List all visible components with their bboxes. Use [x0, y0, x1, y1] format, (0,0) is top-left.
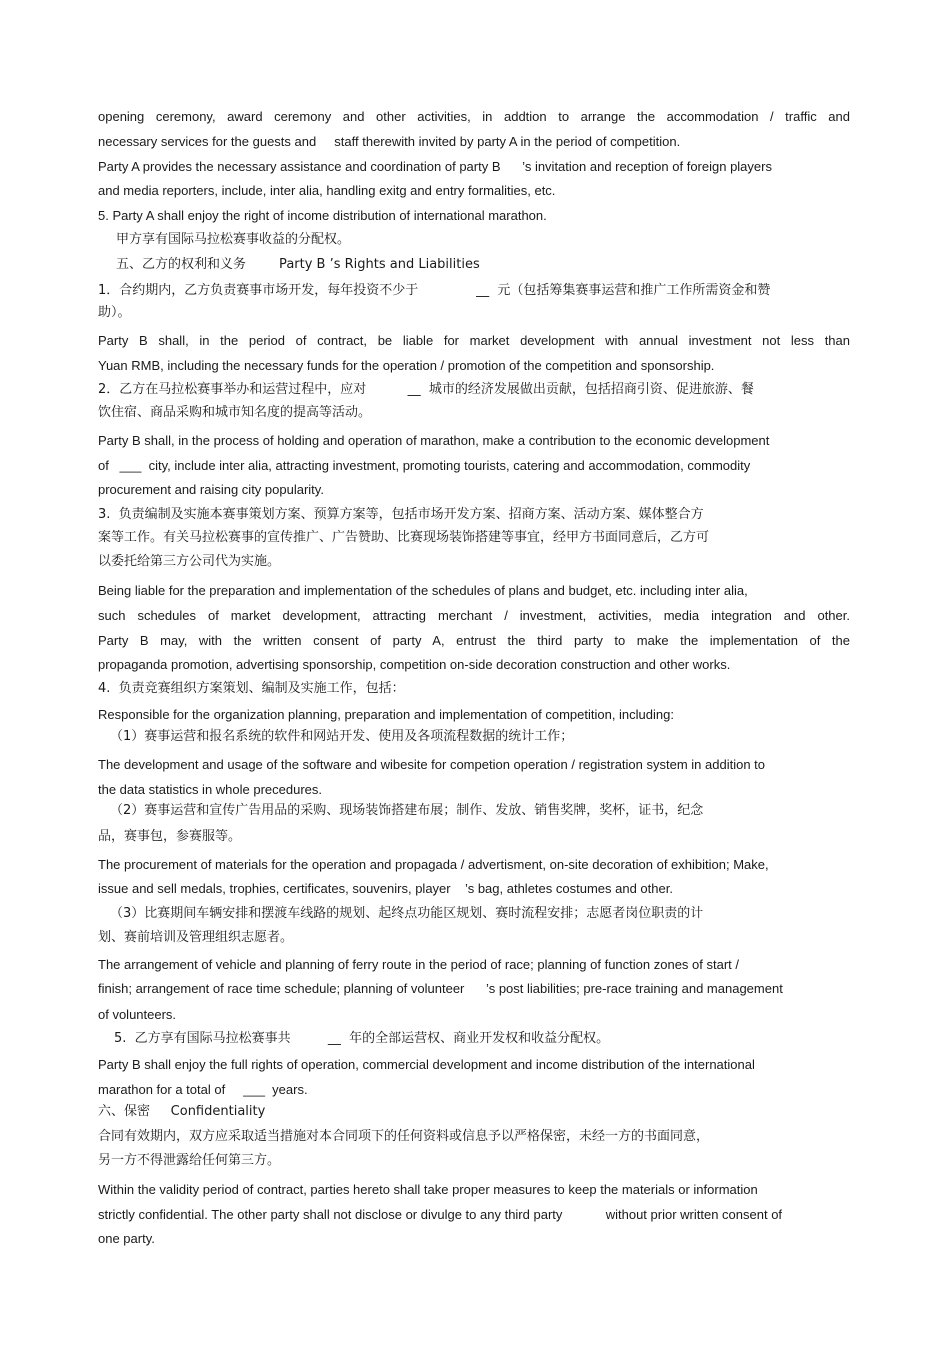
text-line: and media reporters, include, inter alia, handling exitg and entry formalities, etc. [98, 183, 556, 198]
text-line: propaganda promotion, advertising sponsorship, competition on-side decoration construction and other works. [98, 657, 731, 672]
text-line: Party B may, with the written consent of party A, entrust the third party to make the implementation of the [98, 633, 850, 648]
text-line: Party A provides the necessary assistance and coordination of party B ’s invitation and reception of foreign players [98, 159, 772, 174]
text-line: issue and sell medals, trophies, certificates, souvenirs, player ’s bag, athletes costumes and other. [98, 881, 673, 896]
text-line: 4. 负责竞赛组织方案策划、编制及实施工作，包括： [98, 681, 405, 696]
text-line: Within the validity period of contract, parties hereto shall take proper measures to keep the materials or information [98, 1182, 758, 1197]
section-heading: 六、保密 Confidentiality [98, 1104, 266, 1119]
list-item: （2）赛事运营和宣传广告用品的采购、现场装饰搭建布展；制作、发放、销售奖牌，奖杯，证书，纪念 [110, 803, 704, 818]
text-line: The procurement of materials for the operation and propagada / advertisment, on-site decoration of exhibition; Make, [98, 857, 769, 872]
text-line: procurement and raising city popularity. [98, 482, 324, 497]
text-line: 1．合约期内，乙方负责赛事市场开发，每年投资不少于 __ 元（包括筹集赛事运营和推广工作所需资金和赞 [98, 283, 771, 298]
text-line: 2．乙方在马拉松赛事举办和运营过程中，应对 __ 城市的经济发展做出贡献，包括招商引资、促进旅游、餐 [98, 382, 754, 397]
text-line: 另一方不得泄露给任何第三方。 [98, 1153, 281, 1168]
text-line: strictly confidential. The other party shall not disclose or divulge to any third party without prior written consent of [98, 1207, 783, 1222]
text-line: 划、赛前培训及管理组织志愿者。 [98, 930, 294, 945]
text-line: 以委托给第三方公司代为实施。 [98, 554, 281, 569]
text-line: 合同有效期内，双方应采取适当措施对本合同项下的任何资料或信息予以严格保密，未经一方的书面同意， [98, 1129, 710, 1144]
text-line: of volunteers. [98, 1007, 177, 1022]
text-line: finish; arrangement of race time schedule; planning of volunteer ’s post liabilities; pre-race training and management [98, 981, 783, 996]
list-item: 5. 乙方享有国际马拉松赛事共 __ 年的全部运营权、商业开发权和收益分配权。 [114, 1031, 610, 1046]
list-item: （3）比赛期间车辆安排和摆渡车线路的规划、起终点功能区规划、赛时流程安排；志愿者岗位职责的计 [110, 906, 704, 921]
text-line: necessary services for the guests and staff therewith invited by party A in the period of competition. [98, 134, 681, 149]
text-line: the data statistics in whole precedures. [98, 782, 323, 797]
text-line: 甲方享有国际马拉松赛事收益的分配权。 [116, 232, 351, 247]
text-line: Party B shall, in the process of holding and operation of marathon, make a contribution to the economic development [98, 433, 770, 448]
text-line: 3. 负责编制及实施本赛事策划方案、预算方案等，包括市场开发方案、招商方案、活动方案、媒体整合方 [98, 507, 704, 522]
text-line: one party. [98, 1231, 155, 1246]
text-line: Responsible for the organization planning, preparation and implementation of competition, including: [98, 707, 674, 722]
text-line: 助）。 [98, 305, 131, 320]
list-item: （1）赛事运营和报名系统的软件和网站开发、使用及各项流程数据的统计工作； [110, 729, 574, 744]
text-line: 品，赛事包，参赛服等。 [98, 829, 242, 844]
text-line: Yuan RMB, including the necessary funds for the operation / promotion of the competition and sponsorship. [98, 358, 715, 373]
text-line: such schedules of market development, attracting merchant / investment, activities, media integration and other. [98, 608, 850, 623]
text-line: 5. Party A shall enjoy the right of income distribution of international marathon. [98, 208, 547, 223]
section-heading: 五、乙方的权利和义务 Party B ’s Rights and Liabilities [116, 257, 480, 272]
text-line: The arrangement of vehicle and planning of ferry route in the period of race; planning of function zones of start / [98, 957, 739, 972]
text-line: marathon for a total of ___ years. [98, 1082, 308, 1097]
text-line: Party B shall enjoy the full rights of operation, commercial development and income distribution of the international [98, 1057, 755, 1072]
text-line: of ___ city, include inter alia, attracting investment, promoting tourists, catering and accommodation, commodity [98, 458, 751, 473]
text-line: 饮住宿、商品采购和城市知名度的提高等活动。 [98, 405, 372, 420]
text-line: Party B shall, in the period of contract, be liable for market development with annual investment not less than [98, 333, 850, 348]
text-line: The development and usage of the software and wibesite for competion operation / registration system in addition to [98, 757, 765, 772]
text-line: Being liable for the preparation and implementation of the schedules of plans and budget, etc. including inter alia, [98, 583, 748, 598]
text-line: opening ceremony, award ceremony and other activities, in addtion to arrange the accommodation / traffic and [98, 109, 850, 124]
text-line: 案等工作。有关马拉松赛事的宣传推广、广告赞助、比赛现场装饰搭建等事宜，经甲方书面同意后，乙方可 [98, 530, 710, 545]
